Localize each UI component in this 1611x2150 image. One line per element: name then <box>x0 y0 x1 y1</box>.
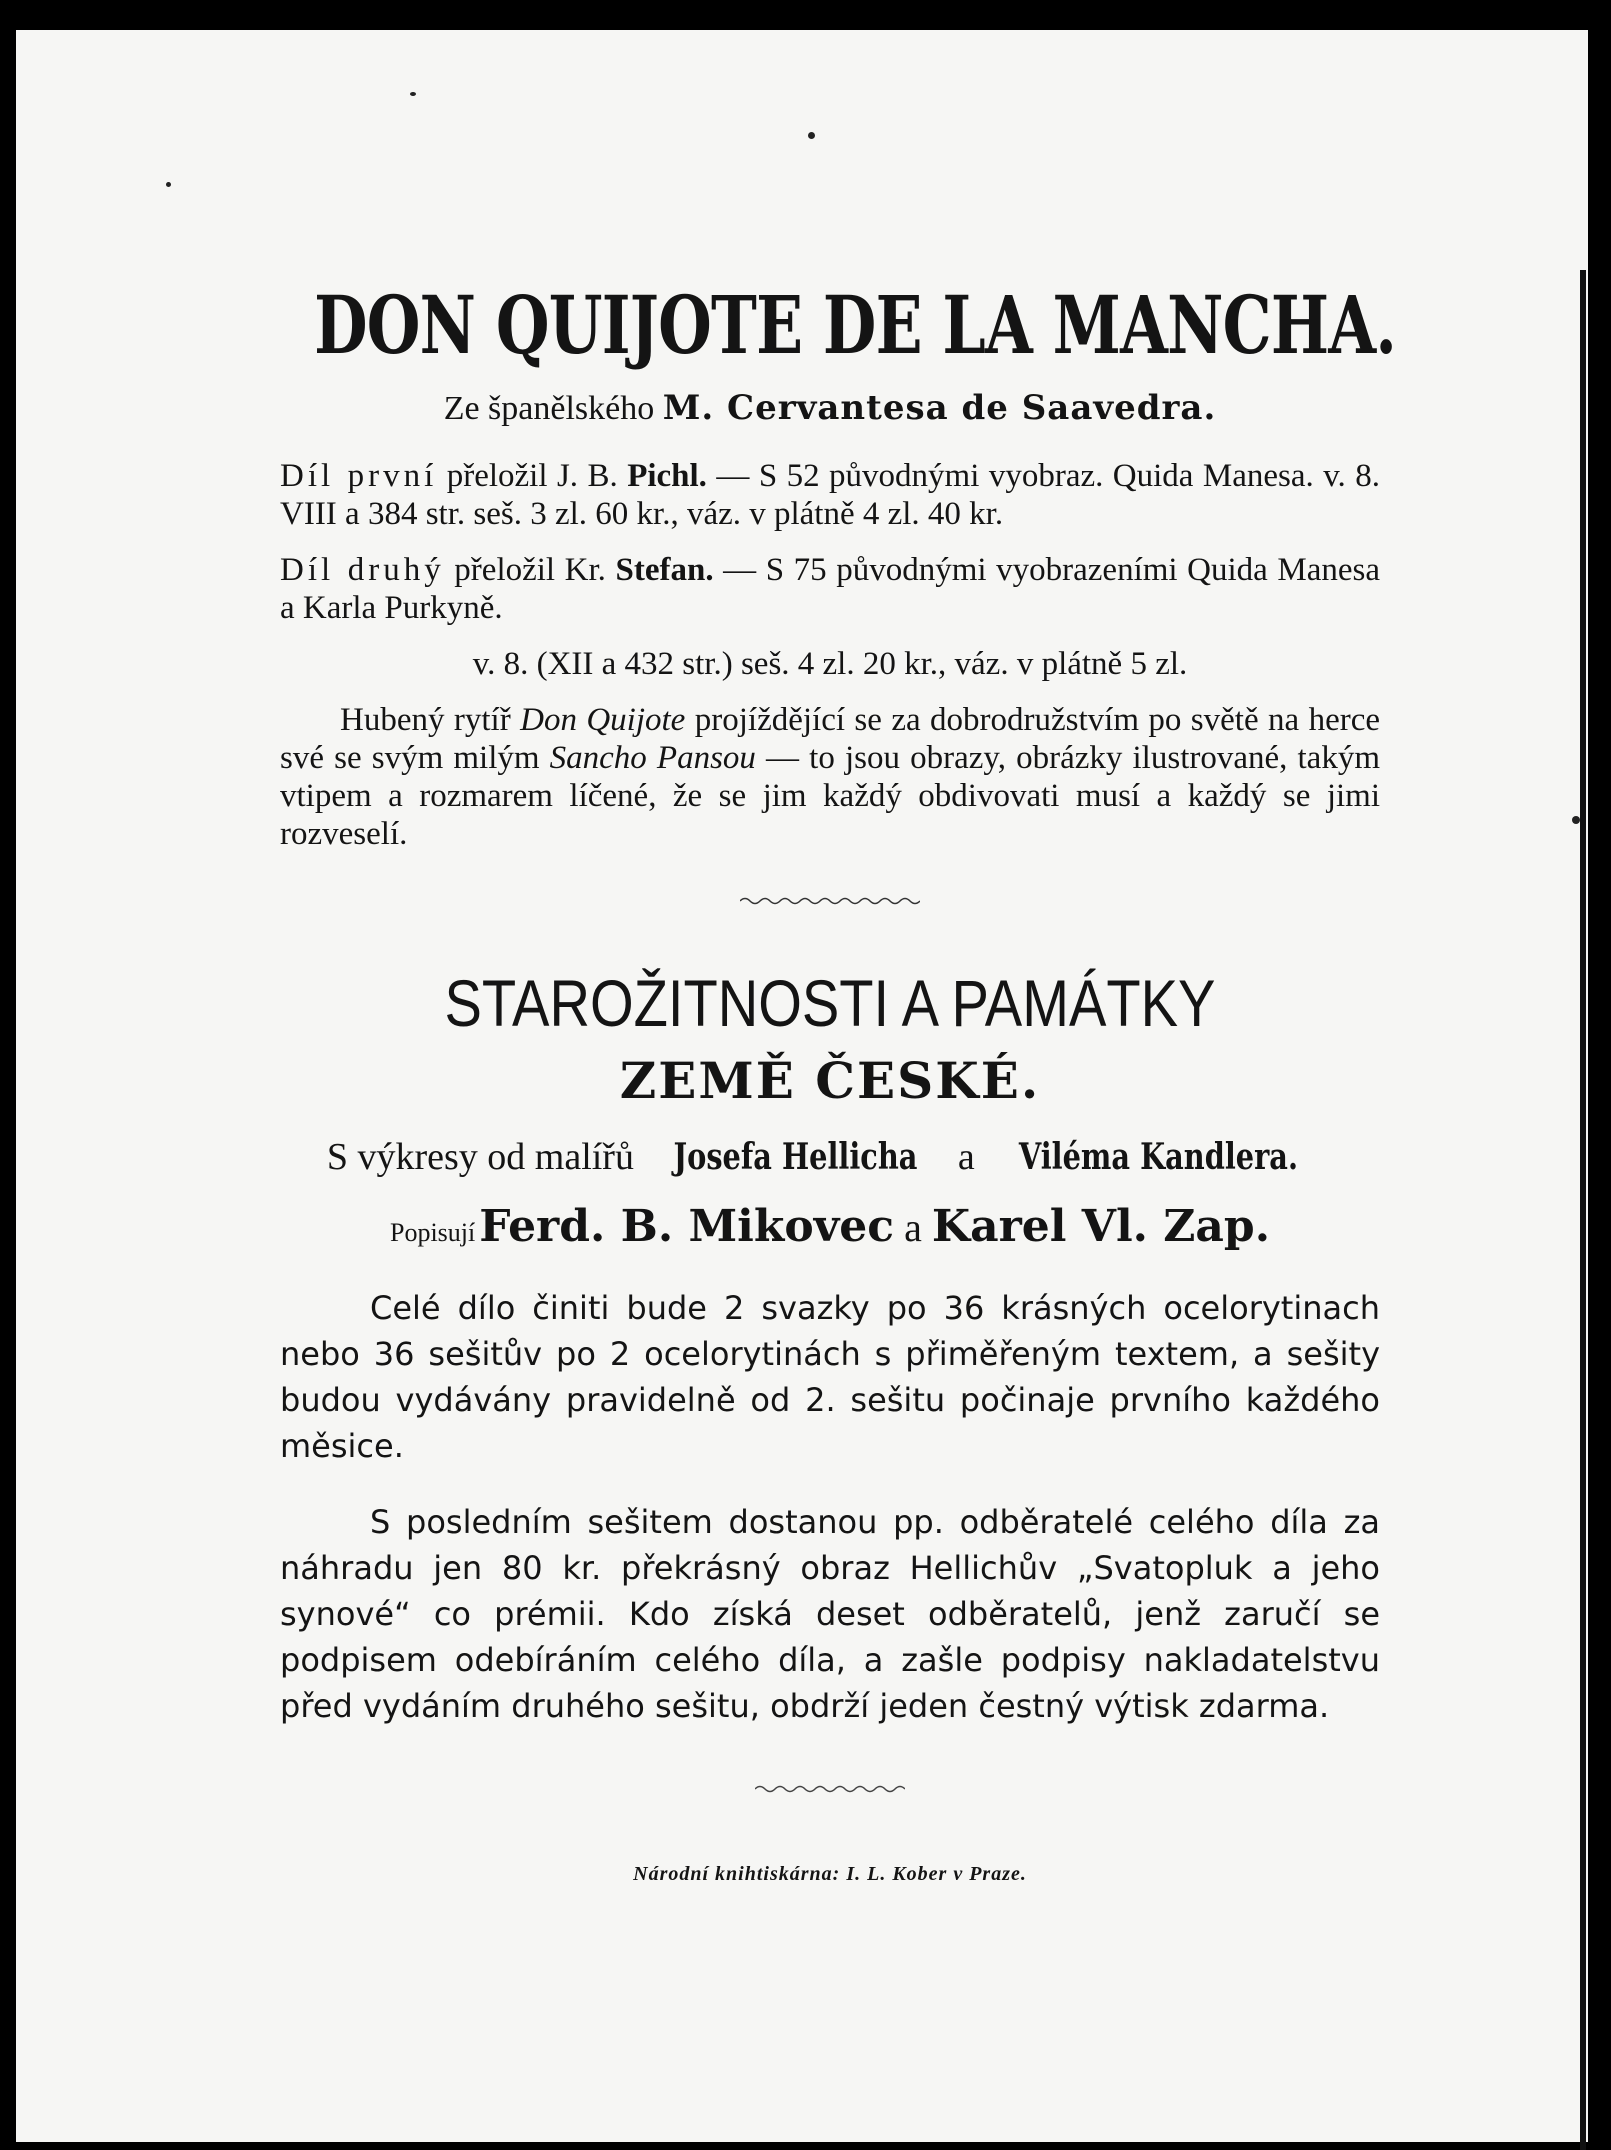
antiquities-description: Celé dílo činiti bude 2 svazky po 36 krásných ocelorytinach nebo 36 sešitův po 2 ocelorytinách s přiměřeným textem, a sešity budou vydávány pravidelně od 2. sešitu počinaje prvního každého měsice. <box>280 1289 1380 1465</box>
desc-name-don-quijote: Don Quijote <box>520 702 686 738</box>
author-name: M. Cervantesa de Saavedra. <box>662 388 1217 428</box>
wavy-rule-icon <box>740 896 920 906</box>
subtitle-prefix: Ze španělského <box>443 390 655 427</box>
part-two-translator: Stefan. <box>615 552 714 588</box>
part-one-label: Díl první <box>280 458 438 494</box>
desc-name-sancho: Sancho Pansou <box>549 740 756 776</box>
authors-line <box>280 1197 1380 1267</box>
part-two-text: přeložil Kr. <box>444 552 616 588</box>
part-one-info <box>280 457 1380 533</box>
part-two-info <box>280 551 1380 627</box>
desc-part-c: — to jsou obrazy, obrázky ilustrované, takým vtipem a rozmarem líčené, že se jim každý obdivovati musí a každý se jimi rozveselí. <box>280 740 1381 852</box>
wavy-rule-icon <box>755 1784 905 1794</box>
part-two-price: v. 8. (XII a 432 str.) seš. 4 zl. 20 kr., váz. v plátně 5 zl. <box>472 646 1188 682</box>
don-quijote-description <box>280 701 1380 853</box>
author-zap: Karel Vl. Zap. <box>931 1201 1271 1252</box>
desc-part-b: projíždějící se za dobrodružstvím po světě na herce své se svým milým <box>280 702 1380 776</box>
part-one-translator: Pichl. <box>627 458 707 494</box>
don-quijote-subtitle <box>280 384 1380 433</box>
illustrators-line <box>280 1129 1380 1185</box>
separator-ornament <box>280 893 1380 911</box>
illustrator-kandler: Viléma Kandlera. <box>1019 1136 1299 1178</box>
authors-and: a <box>894 1205 932 1250</box>
part-two-rest: — S 75 původnými vyobrazeními Quida Manesa a Karla Purkyně. <box>280 552 1380 626</box>
printer-imprint: Národní knihtiskárna: I. L. Kober v Praze. <box>633 1863 1027 1885</box>
ink-speck <box>166 182 171 187</box>
page-edge-shadow <box>1580 270 1586 2150</box>
antiquities-title: STAROŽITNOSTI A PAMÁTKY <box>444 966 1216 1040</box>
illustrator-hellich: Josefa Hellicha <box>673 1136 918 1178</box>
antiquities-subtitle: ZEMĚ ČESKÉ. <box>619 1051 1041 1110</box>
illustrators-and: a <box>948 1136 985 1178</box>
part-two-label: Díl druhý <box>280 552 445 588</box>
desc-part-a: Hubený rytíř <box>340 702 521 738</box>
don-quijote-title: DON QUIJOTE DE LA MANCHA. <box>314 278 1397 372</box>
part-one-text: přeložil J. B. <box>437 458 628 494</box>
part-one-rest: — S 52 původnými vyobraz. Quida Manesa. v. 8. VIII a 384 str. seš. 3 zl. 60 kr., váz. v plátně 4 zl. 40 kr. <box>280 458 1380 532</box>
ink-speck <box>808 132 815 139</box>
authors-prefix: Popisují <box>389 1218 476 1247</box>
content <box>280 270 1397 1886</box>
ink-speck <box>410 92 416 96</box>
author-mikovec: Ferd. B. Mikovec <box>479 1201 895 1252</box>
antiquities-premium-offer: S posledním sešitem dostanou pp. odběratelé celého díla za náhradu jen 80 kr. překrásný obraz Hellichův „Svatopluk a jeho synové“ co prémii. Kdo získá deset odběratelů, jenž zaručí se podpisem odebíráním celého díla, a zašle podpisy nakladatelstvu před vydáním druhého sešitu, obdrží jeden čestný výtisk zdarma. <box>280 1503 1380 1725</box>
ink-speck <box>1572 816 1580 824</box>
separator-ornament-2 <box>280 1781 1380 1799</box>
illustrators-prefix: S výkresy od malířů <box>326 1136 644 1178</box>
